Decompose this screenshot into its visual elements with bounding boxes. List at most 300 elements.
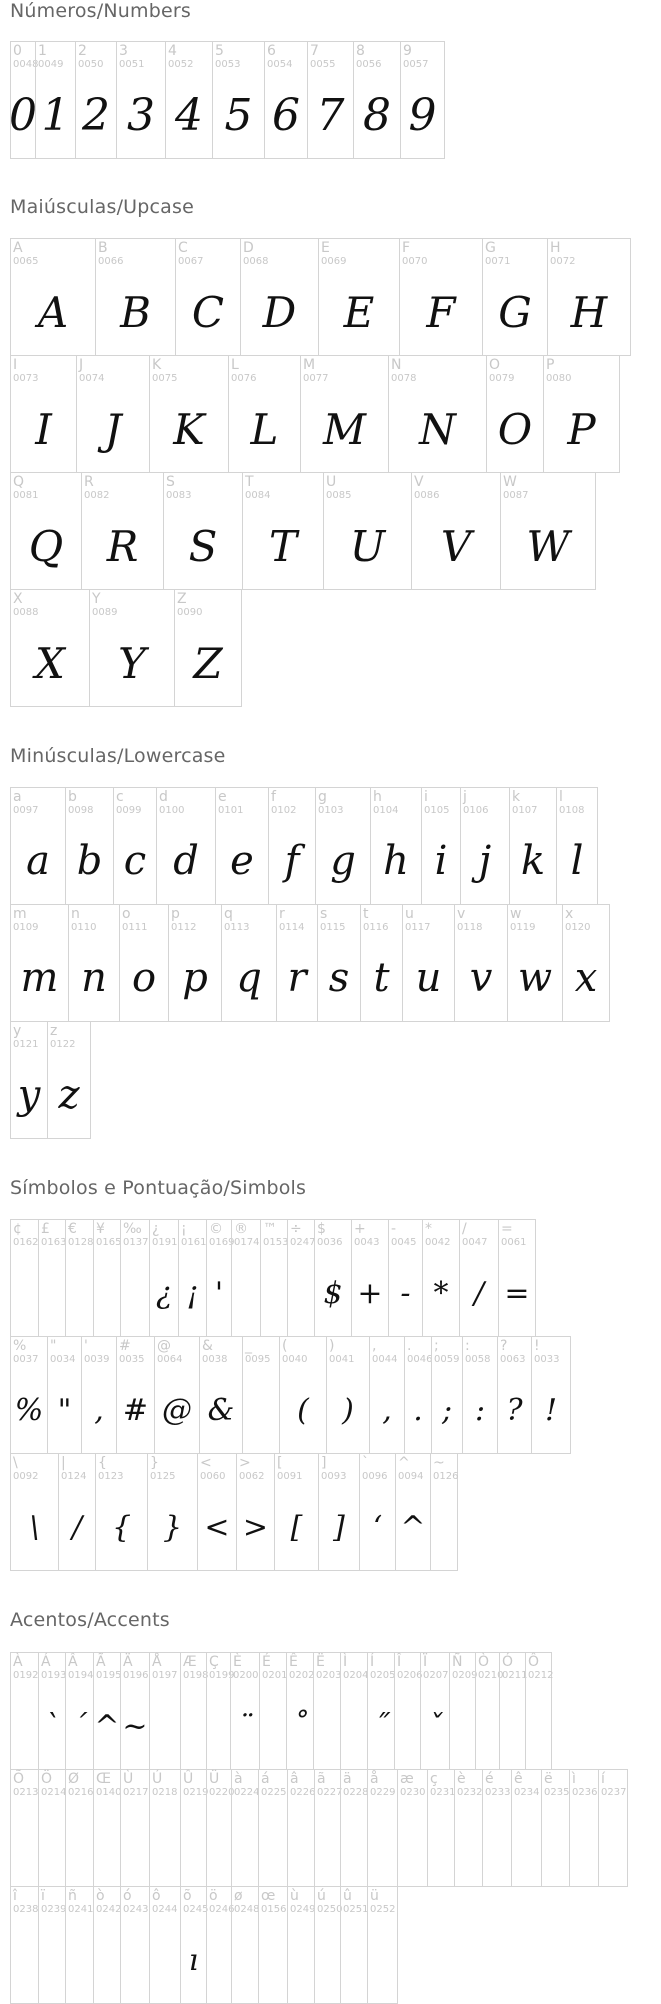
glyph-cell [65,1886,94,2004]
glyph-character-label: % [13,1338,27,1354]
glyph-cell [154,1336,200,1454]
glyph-code-label: 0089 [92,607,118,618]
glyph-code-label: 0244 [152,1904,178,1915]
glyph-sample: T [268,521,297,571]
glyph-sample: E [343,287,375,337]
glyph-cell [230,1652,260,1770]
glyph-character-label: Ü [209,1771,220,1787]
glyph-cell [482,1769,512,1887]
glyph-character-label: ~ [433,1455,445,1471]
glyph-cell [10,1021,48,1139]
glyph-cell [431,1336,463,1454]
glyph-code-label: 0226 [290,1787,316,1798]
glyph-sample [315,1800,340,1886]
glyph-character-label: ú [317,1888,326,1904]
glyph-code-label: 0091 [277,1471,303,1482]
glyph-cell [120,1886,150,2004]
glyph-code-label: 0062 [239,1471,265,1482]
glyph-code-label: 0163 [41,1237,67,1248]
glyph-row [10,238,630,356]
glyph-code-label: 0052 [168,59,194,70]
glyph-sample [232,1800,258,1886]
glyph-sample: { [111,1509,132,1545]
section-title: Números/Numbers [10,0,191,22]
glyph-code-label: 0114 [279,922,305,933]
glyph-sample: M [322,404,366,454]
glyph-sample: [ [290,1509,303,1545]
glyph-sample: P [567,404,596,454]
glyph-sample [121,1917,149,2003]
glyph-sample: N [419,404,456,454]
glyph-cell [300,355,389,473]
glyph-character-label: ï [41,1888,45,1904]
glyph-character-label: É [262,1654,271,1670]
glyph-code-label: 0122 [50,1039,76,1050]
glyph-character-label: i [424,789,428,805]
glyph-character-label: Å [152,1654,162,1670]
glyph-sample: # [122,1392,149,1428]
glyph-character-label: î [13,1888,17,1904]
glyph-sample [341,1800,367,1886]
glyph-code-label: 0108 [559,805,585,816]
glyph-code-label: 0054 [267,59,293,70]
glyph-sample [500,1683,525,1769]
glyph-cell [147,1453,198,1571]
glyph-code-label: 0197 [152,1670,178,1681]
glyph-sample: \ [29,1509,40,1545]
glyph-cell [47,1021,91,1139]
glyph-code-label: 0193 [41,1670,67,1681]
glyph-code-label: 0238 [13,1904,39,1915]
glyph-cell [93,1652,121,1770]
glyph-code-label: 0075 [152,373,178,384]
glyph-sample: . [413,1392,423,1428]
glyph-sample: $ [323,1275,343,1311]
glyph-code-label: 0068 [243,256,269,267]
glyph-cell [482,238,548,356]
glyph-character-label: R [84,474,94,490]
glyph-sample: + [357,1275,383,1311]
glyph-sample [476,1683,499,1769]
glyph-row [10,1886,397,2004]
glyph-code-label: 0225 [261,1787,287,1798]
glyph-cell [206,1769,235,1887]
glyph-cell [315,787,371,905]
glyph-code-label: 0098 [68,805,94,816]
glyph-cell [10,1886,39,2004]
glyph-character-label: F [402,240,411,256]
glyph-code-label: 0204 [343,1670,369,1681]
glyph-sample [150,1800,180,1886]
glyph-cell [10,355,77,473]
glyph-row [10,787,597,905]
glyph-cell [500,472,596,590]
glyph-character-label: è [457,1771,466,1787]
glyph-character-label: Ò [478,1654,490,1670]
glyph-cell [286,1652,314,1770]
glyph-character-label: Ï [423,1654,428,1670]
glyph-sample [341,1917,367,2003]
glyph-code-label: 0112 [171,922,197,933]
glyph-cell [149,355,229,473]
glyph-code-label: 0241 [68,1904,94,1915]
glyph-cell [10,589,90,707]
glyph-character-label: ¿ [152,1221,160,1237]
glyph-code-label: 0210 [478,1670,504,1681]
glyph-code-label: 0199 [209,1670,235,1681]
glyph-character-label: œ [261,1888,276,1904]
glyph-character-label: H [550,240,561,256]
glyph-character-label: # [119,1338,131,1354]
glyph-character-label: z [50,1023,58,1039]
glyph-sample: 5 [224,89,253,141]
glyph-sample: s [328,955,350,1001]
glyph-sample [150,1917,180,2003]
glyph-cell [507,904,563,1022]
glyph-character-label: ! [534,1338,540,1354]
glyph-cell [367,1769,398,1887]
glyph-character-label: Î [397,1654,402,1670]
glyph-character-label: ñ [68,1888,77,1904]
glyph-cell [370,787,422,905]
glyph-cell [556,787,598,905]
glyph-cell [206,1886,235,2004]
glyph-sample [483,1800,511,1886]
glyph-sample [431,1484,457,1570]
glyph-cell [10,904,69,1022]
glyph-sample [368,1800,397,1886]
glyph-character-label: 0 [13,43,22,59]
glyph-character-label: C [178,240,188,256]
glyph-character-label: Ê [289,1654,298,1670]
glyph-code-label: 0082 [84,490,110,501]
glyph-sample [39,1250,65,1336]
glyph-sample: " [57,1392,72,1428]
glyph-code-label: 0125 [150,1471,176,1482]
glyph-character-label: £ [41,1221,50,1237]
glyph-character-label: K [152,357,162,373]
glyph-sample [181,1683,206,1769]
glyph-character-label: _ [245,1338,252,1354]
glyph-code-label: 0162 [13,1237,39,1248]
glyph-character-label: f [271,789,276,805]
glyph-sample: H [570,287,608,337]
glyph-sample: y [17,1072,41,1118]
glyph-sample: x [574,955,598,1001]
glyph-code-label: 0056 [356,59,382,70]
glyph-row [10,1219,535,1337]
glyph-character-label: \ [13,1455,18,1471]
glyph-sample [207,1800,231,1886]
glyph-cell [264,41,308,159]
glyph-cell [156,787,216,905]
glyph-code-label: 0049 [38,59,64,70]
glyph-character-label: Ñ [452,1654,463,1670]
glyph-row [10,1336,570,1454]
glyph-cell [397,1769,428,1887]
glyph-character-label: ] [321,1455,327,1471]
glyph-character-label: + [354,1221,366,1237]
glyph-code-label: 0192 [13,1670,39,1681]
glyph-sample [181,1800,206,1886]
glyph-sample: a [26,838,50,884]
glyph-sample: w [517,955,553,1001]
glyph-character-label: { [98,1455,107,1471]
glyph-character-label: ä [343,1771,352,1787]
glyph-character-label: à [234,1771,243,1787]
glyph-character-label: ó [123,1888,132,1904]
glyph-cell [340,1886,368,2004]
glyph-cell [68,904,120,1022]
glyph-sample [207,1917,231,2003]
glyph-character-label: p [171,906,180,922]
glyph-cell [462,1336,498,1454]
glyph-code-label: 0120 [565,922,591,933]
glyph-code-label: 0069 [321,256,347,267]
glyph-code-label: 0096 [362,1471,388,1482]
glyph-character-label: æ [400,1771,414,1787]
glyph-cell [400,41,445,159]
glyph-row [10,1453,457,1571]
glyph-sample: ˝ [373,1708,389,1744]
glyph-sample: / [473,1275,485,1311]
glyph-character-label: & [202,1338,213,1354]
glyph-code-label: 0227 [317,1787,343,1798]
glyph-code-label: 0085 [326,490,352,501]
glyph-character-label: ô [152,1888,161,1904]
glyph-sample [232,1250,260,1336]
glyph-cell [359,1453,396,1571]
glyph-code-label: 0048 [13,59,39,70]
glyph-cell [258,1769,288,1887]
glyph-character-label: l [559,789,563,805]
glyph-code-label: 0080 [546,373,572,384]
glyph-character-label: Ú [152,1771,163,1787]
glyph-character-label: í [601,1771,605,1787]
glyph-cell [388,355,487,473]
glyph-code-label: 0237 [601,1787,627,1798]
glyph-code-label: 0232 [457,1787,483,1798]
glyph-code-label: 0207 [423,1670,449,1681]
glyph-code-label: 0105 [424,805,450,816]
glyph-character-label: c [116,789,124,805]
glyph-code-label: 0228 [343,1787,369,1798]
glyph-sample [94,1800,120,1886]
glyph-character-label: O [489,357,501,373]
glyph-row [10,904,609,1022]
glyph-code-label: 0201 [262,1670,288,1681]
glyph-character-label: ) [329,1338,335,1354]
glyph-cell [326,1336,370,1454]
glyph-cell [120,1652,150,1770]
glyph-code-label: 0084 [245,490,271,501]
glyph-character-label: u [405,906,414,922]
glyph-sample: ( [297,1392,309,1428]
glyph-code-label: 0247 [290,1237,316,1248]
glyph-sample: ? [506,1392,523,1428]
glyph-code-label: 0200 [233,1670,259,1681]
glyph-sample [450,1683,475,1769]
glyph-sample [315,1917,340,2003]
glyph-sample: b [76,838,103,884]
glyph-sample: 0 [9,89,37,141]
glyph-sample: < [204,1509,230,1545]
glyph-code-label: 0036 [317,1237,343,1248]
glyph-character-label: Ç [209,1654,219,1670]
glyph-sample: W [526,521,570,571]
glyph-character-label: S [166,474,175,490]
glyph-character-label: . [407,1338,412,1354]
glyph-code-label: 0099 [116,805,142,816]
glyph-code-label: 0107 [512,805,538,816]
glyph-cell [531,1336,571,1454]
glyph-character-label: ¡ [181,1221,187,1237]
glyph-character-label: Ä [123,1654,133,1670]
glyph-character-label: } [150,1455,159,1471]
glyph-sample: U [349,521,386,571]
glyph-character-label: " [50,1338,57,1354]
glyph-character-label: t [363,906,369,922]
glyph-cell [93,1886,121,2004]
glyph-code-label: 0202 [289,1670,315,1681]
glyph-sample: ^ [400,1509,426,1545]
glyph-character-label: o [122,906,131,922]
glyph-code-label: 0063 [500,1354,526,1365]
glyph-code-label: 0249 [290,1904,316,1915]
glyph-sample: Z [193,638,223,688]
glyph-cell [340,1769,368,1887]
glyph-cell [411,472,501,590]
glyph-sample [314,1683,340,1769]
glyph-code-label: 0046 [407,1354,433,1365]
glyph-sample: r [287,955,307,1001]
glyph-cell [10,787,66,905]
section-title: Maiúsculas/Upcase [10,196,195,218]
glyph-character-label: | [61,1455,66,1471]
glyph-character-label: 7 [310,43,319,59]
glyph-character-label: @ [157,1338,171,1354]
glyph-character-label: P [546,357,555,373]
glyph-code-label: 0074 [79,373,105,384]
glyph-sample: 4 [175,89,203,141]
glyph-cell [475,1652,504,1770]
glyph-code-label: 0235 [544,1787,570,1798]
glyph-character-label: [ [277,1455,283,1471]
glyph-code-label: 0214 [41,1787,67,1798]
glyph-cell [38,1652,66,1770]
glyph-code-label: 0212 [528,1670,554,1681]
glyph-code-label: 0090 [177,607,203,618]
glyph-code-label: 0076 [231,373,257,384]
glyph-sample: X [35,638,65,688]
glyph-character-label: ' [84,1338,88,1354]
glyph-sample: e [230,838,254,884]
glyph-cell [231,1886,259,2004]
glyph-code-label: 0073 [13,373,39,384]
glyph-code-label: 0109 [13,922,39,933]
glyph-code-label: 0161 [181,1237,207,1248]
glyph-character-label: ì [572,1771,576,1787]
glyph-code-label: 0042 [425,1237,451,1248]
glyph-character-label: 2 [78,43,87,59]
glyph-sample: % [14,1392,44,1428]
glyph-sample [243,1367,279,1453]
glyph-code-label: 0119 [510,922,536,933]
glyph-character-label: $ [317,1221,326,1237]
glyph-code-label: 0217 [123,1787,149,1798]
glyph-code-label: 0191 [152,1237,178,1248]
glyph-cell [120,1219,150,1337]
glyph-sample [66,1250,93,1336]
glyph-code-label: 0078 [391,373,417,384]
glyph-character-label: U [326,474,337,490]
glyph-code-label: 0034 [50,1354,76,1365]
glyph-character-label: á [261,1771,270,1787]
glyph-sample [368,1917,397,2003]
glyph-code-label: 0065 [13,256,39,267]
glyph-cell [163,472,243,590]
glyph-character-label: ` [362,1455,369,1471]
glyph-sample: u [415,955,442,1001]
glyph-cell [197,1453,237,1571]
glyph-cell [454,904,508,1022]
glyph-code-label: 0113 [224,922,250,933]
glyph-code-label: 0094 [398,1471,424,1482]
glyph-character-label: Ë [316,1654,325,1670]
glyph-character-label: y [13,1023,22,1039]
glyph-cell [314,1886,341,2004]
glyph-cell [38,1219,66,1337]
glyph-code-label: 0211 [502,1670,528,1681]
glyph-character-label: v [457,906,466,922]
glyph-cell [259,1652,287,1770]
glyph-code-label: 0209 [452,1670,478,1681]
glyph-cell [314,1219,352,1337]
glyph-sample: 6 [272,89,300,141]
glyph-sample: ; [441,1392,453,1428]
glyph-code-label: 0203 [316,1670,342,1681]
glyph-character-label: È [233,1654,242,1670]
glyph-character-label: Æ [183,1654,197,1670]
glyph-character-label: q [224,906,233,922]
glyph-character-label: Á [41,1654,51,1670]
glyph-code-label: 0060 [200,1471,226,1482]
glyph-character-label: 8 [356,43,365,59]
glyph-sample: 9 [408,89,437,141]
glyph-sample [11,1800,38,1886]
glyph-sample [94,1250,120,1336]
glyph-cell [287,1769,315,1887]
glyph-cell [116,41,166,159]
glyph-sample: 1 [41,89,70,141]
glyph-sample: 8 [363,89,391,141]
glyph-code-label: 0067 [178,256,204,267]
glyph-cell [168,904,222,1022]
glyph-character-label: E [321,240,330,256]
glyph-character-label: * [425,1221,432,1237]
glyph-cell [421,787,461,905]
glyph-code-label: 0106 [463,805,489,816]
glyph-sample: z [58,1072,80,1118]
glyph-cell [598,1769,628,1887]
glyph-character-label: ¥ [96,1221,105,1237]
glyph-cell [35,41,76,159]
glyph-sample [11,1250,38,1336]
glyph-code-label: 0100 [159,805,185,816]
glyph-sample: g [330,838,356,884]
glyph-cell [274,1453,319,1571]
glyph-cell [180,1652,207,1770]
